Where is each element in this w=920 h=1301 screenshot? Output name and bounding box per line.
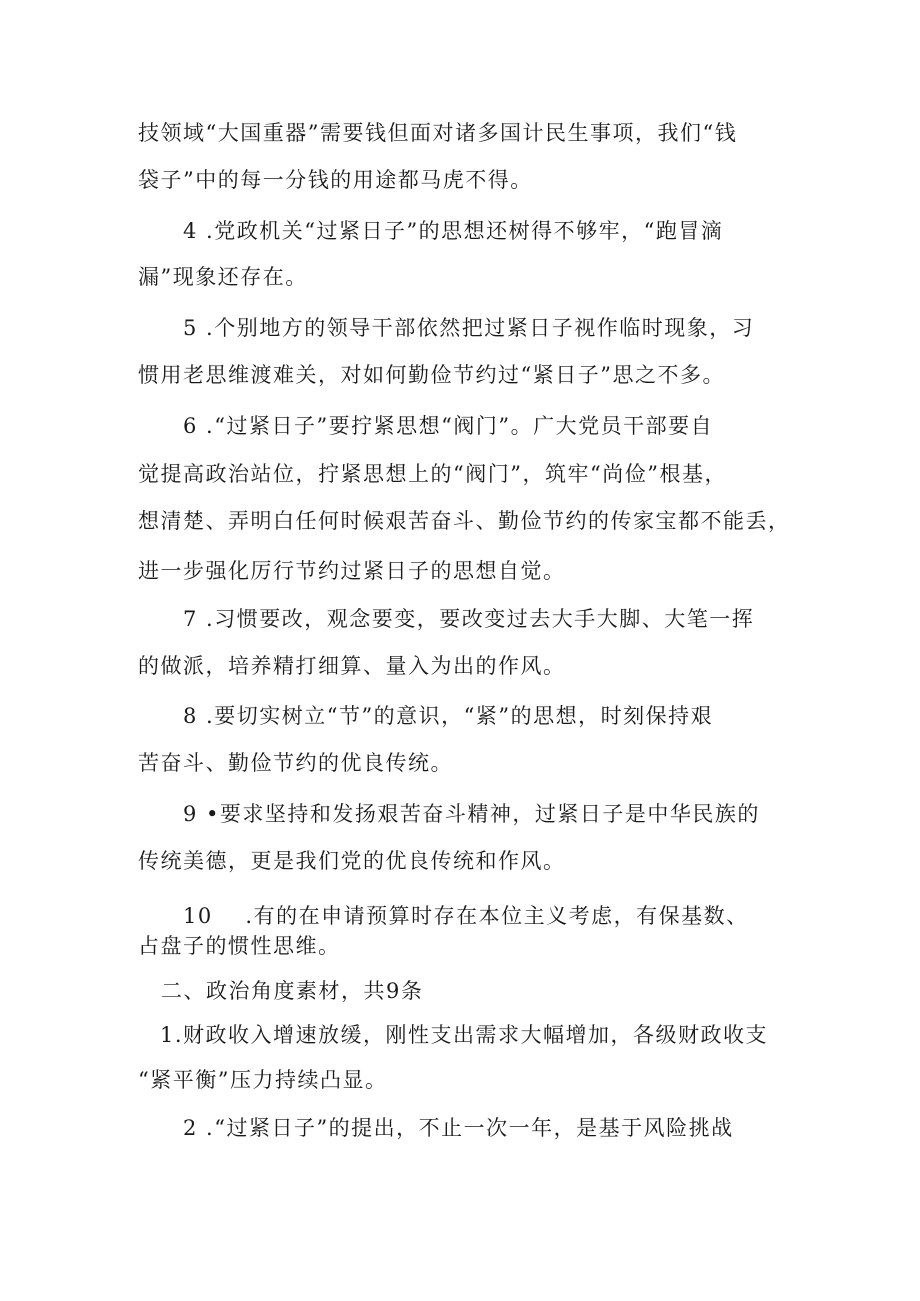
text-line: 觉提高政治站位，拧紧思想上的“阀门”，筑牢“尚俭”根基， (138, 462, 727, 486)
text-line: 9 •要求坚持和发扬艰苦奋斗精神，过紧日子是中华民族的 (183, 802, 760, 826)
section-heading: 二、政治角度素材，共9条 (161, 979, 424, 1003)
text-line: 进一步强化厉行节约过紧日子的思想自觉。 (138, 559, 566, 583)
text-line: 占盘子的惯性思维。 (138, 934, 341, 958)
text-line: 袋子”中的每一分钱的用途都马虎不得。 (138, 168, 533, 192)
text-line: 漏”现象还存在。 (138, 265, 308, 289)
text-line: 想清楚、弄明白任何时候艰苦奋斗、勤俭节约的传家宝都不能丢， (138, 509, 791, 533)
text-line: 6 .“过紧日子”要拧紧思想“阀门”。广大党员干部要自 (183, 414, 714, 438)
text-line: 5 .个别地方的领导干部依然把过紧日子视作临时现象，习 (183, 316, 755, 340)
text-line: 苦奋斗、勤俭节约的优良传统。 (138, 751, 453, 775)
text-line: 7 .习惯要改，观念要变，要改变过去大手大脚、大笔一挥 (183, 607, 755, 631)
text-line: 的做派，培养精打细算、量入为出的作风。 (138, 654, 566, 678)
text-line: 技领域“大国重器”需要钱但面对诸多国计民生事项，我们“钱 (138, 121, 738, 145)
text-line: 惯用老思维渡难关，对如何勤俭节约过“紧日子”思之不多。 (138, 363, 725, 387)
text-line: 10 .有的在申请预算时存在本位主义考虑，有保基数、 (183, 904, 749, 928)
text-line: 1.财政收入增速放缓，刚性支出需求大幅增加，各级财政收支 (160, 1023, 769, 1047)
text-line: 4 .党政机关“过紧日子”的思想还树得不够牢，“跑冒滴 (183, 219, 724, 243)
text-line: 8 .要切实树立“节”的意识，“紧”的思想，时刻保持艰 (183, 704, 714, 728)
text-line: “紧平衡”压力持续凸显。 (138, 1068, 388, 1092)
text-line: 传统美德，更是我们党的优良传统和作风。 (138, 849, 566, 873)
text-line: 2 .“过紧日子”的提出，不止一次一年，是基于风险挑战 (183, 1116, 734, 1140)
